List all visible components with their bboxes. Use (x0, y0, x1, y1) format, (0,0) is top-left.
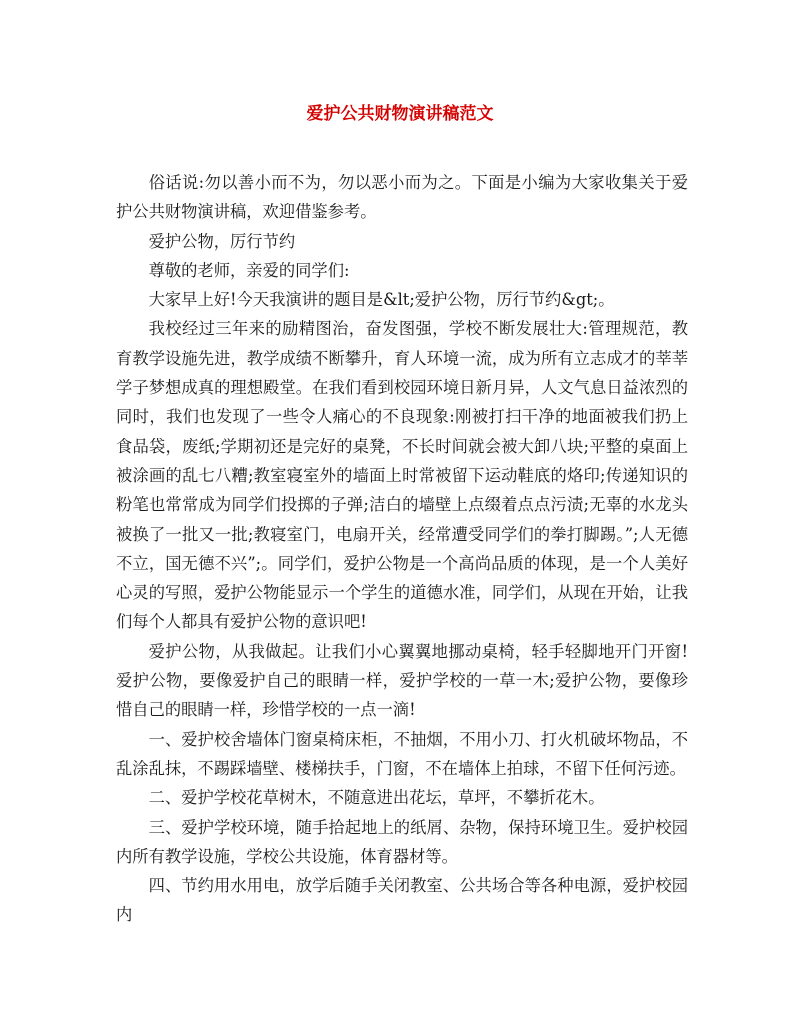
paragraph-item-3: 三、爱护学校环境，随手拾起地上的纸屑、杂物，保持环境卫生。爱护校园内所有教学设施，学校公共设施，体育器材等。 (116, 817, 688, 866)
document-body (116, 168, 688, 930)
paragraph-item-2: 二、爱护学校花草树木，不随意进出花坛，草坪，不攀折花木。 (148, 788, 605, 808)
paragraph-item-1: 一、爱护校舍墙体门窗桌椅床柜，不抽烟，不用小刀、打火机破坏物品，不乱涂乱抹，不踢踩墙壁、楼梯扶手，门窗，不在墙体上拍球，不留下任何污迹。 (116, 729, 688, 778)
paragraph-greeting: 大家早上好!今天我演讲的题目是&lt;爱护公物，厉行节约&gt;。 (148, 290, 615, 310)
paragraph-salutation: 尊敬的老师，亲爱的同学们: (148, 260, 350, 280)
paragraph-speech-title: 爱护公物，厉行节约 (148, 231, 296, 251)
paragraph-call-to-action: 爱护公物，从我做起。让我们小心翼翼地挪动桌椅，轻手轻脚地开门开窗!爱护公物，要像爱护自己的眼睛一样，爱护学校的一草一木;爱护公物，要像珍惜自己的眼睛一样，珍惜学校的一点一滴! (116, 641, 688, 720)
paragraph-item-4: 四、节约用水用电，放学后随手关闭教室、公共场合等各种电源，爱护校园内 (116, 876, 688, 925)
paragraph-main: 我校经过三年来的励精图治，奋发图强，学校不断发展壮大:管理规范，教育教学设施先进，教学成绩不断攀升，育人环境一流，成为所有立志成才的莘莘学子梦想成真的理想殿堂。在我们看到校园环境日新月异，人文气息日益浓烈的同时，我们也发现了一些令人痛心的不良现象:刚被打扫干净的地面被我们扔上食品袋，废纸;学期初还是完好的桌凳，不长时间就会被大卸八块;平整的桌面上被涂画的乱七八糟;教室寝室外的墙面上时常被留下运动鞋底的烙印;传递知识的粉笔也常常成为同学们投掷的子弹;洁白的墙壁上点缀着点点污渍;无辜的水龙头被换了一批又一批;教寝室门，电扇开关，经常遭受同学们的拳打脚踢。”;人无德不立，国无德不兴”;。同学们，爱护公物是一个高尚品质的体现，是一个人美好心灵的写照，爱护公物能显示一个学生的道德水准，同学们，从现在开始，让我们每个人都具有爱护公物的意识吧! (116, 319, 688, 632)
paragraph-intro: 俗话说:勿以善小而不为，勿以恶小而为之。下面是小编为大家收集关于爱护公共财物演讲稿，欢迎借鉴参考。 (116, 173, 688, 222)
document-title: 爱护公共财物演讲稿范文 (306, 104, 494, 124)
